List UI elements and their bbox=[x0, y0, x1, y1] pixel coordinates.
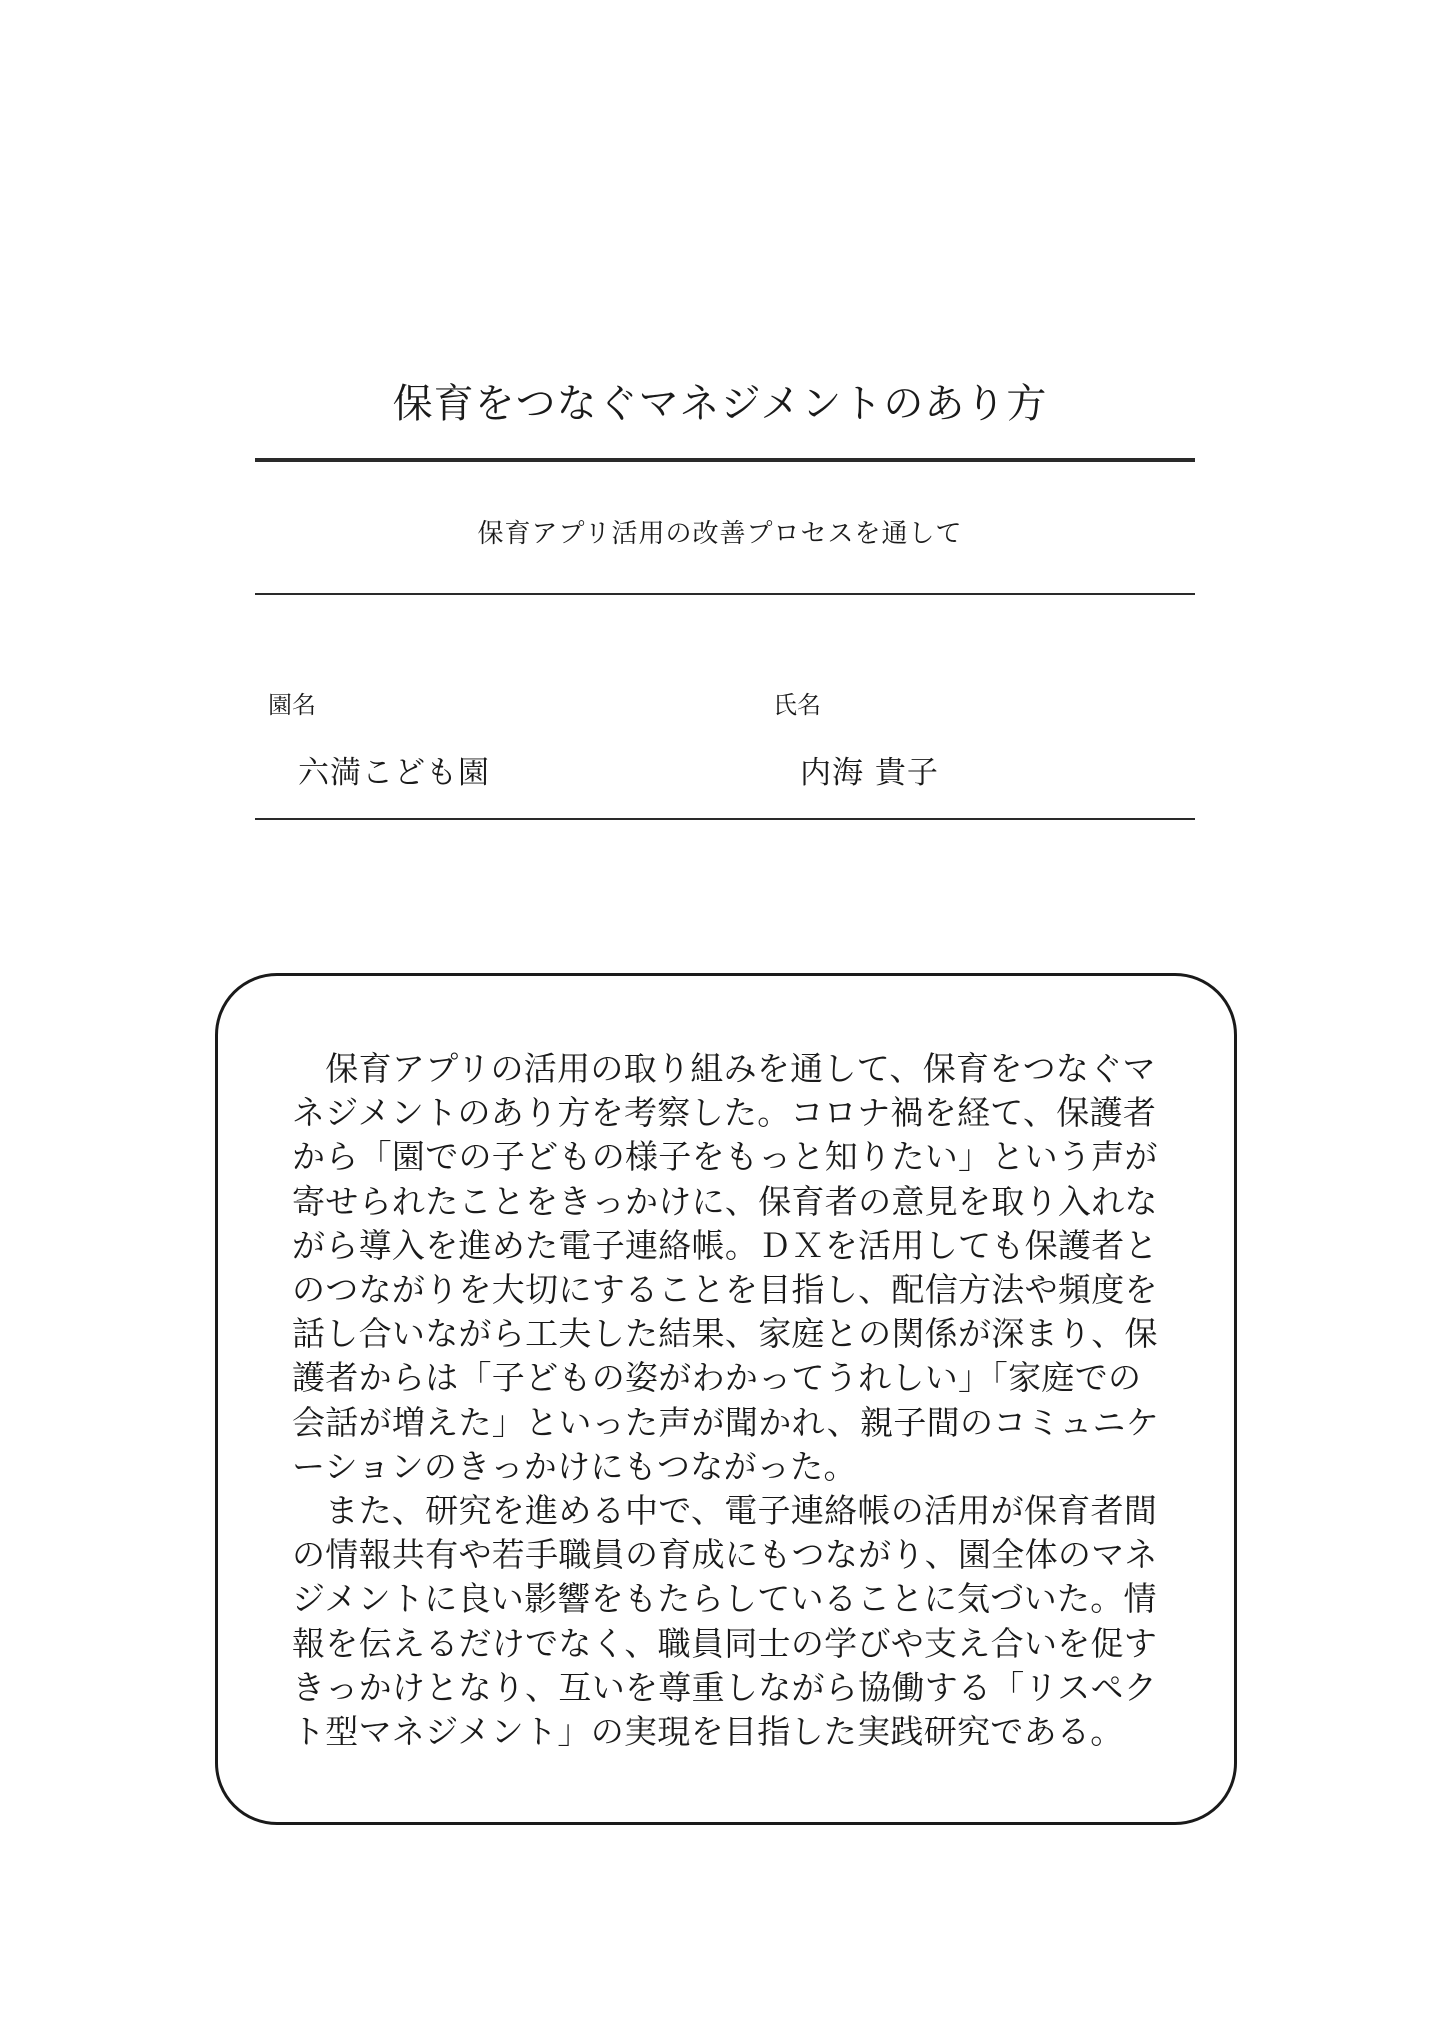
school-value: 六満こども園 bbox=[298, 755, 490, 791]
school-label: 園名 bbox=[268, 691, 316, 719]
abstract-text: 保育アプリの活用の取り組みを通して、保育をつなぐマ ネジメントのあり方を考察した。コロナ禍を経て、保護者 から「園での子どもの様子をもっと知りたい」という声が 寄せられたことをきっかけに、保育者の意見を取り入れな がら導入を進めた電子連絡帳。ＤＸを活用しても保護者と のつながりを大切にすることを目指し、配信方法や頻度を 話し合いながら工夫した結果、家庭との関係が深まり、保 護者からは「子どもの姿がわかってうれしい」「家庭での 会話が増えた」といった声が聞かれ、親子間のコミュニケ ーションのきっかけにもつながった。 また、研究を進める中で、電子連絡帳の活用が保育者間 の情報共有や若手職員の育成にもつながり、園全体のマネ ジメントに良い影響をもたらしていることに気づいた。情 報を伝えるだけでなく、職員同士の学びや支え合いを促す きっかけとなり、互いを尊重しながら協働する「リスペク ト型マネジメント」の実現を目指した実践研究である。 bbox=[292, 1049, 1160, 1752]
name-label: 氏名 bbox=[773, 691, 821, 719]
title-divider bbox=[255, 458, 1195, 462]
author-name: 内海 貴子 bbox=[800, 755, 939, 791]
info-divider bbox=[255, 818, 1195, 820]
document-title: 保育をつなぐマネジメントのあり方 bbox=[392, 381, 1048, 427]
subtitle-divider bbox=[255, 593, 1195, 595]
document-subtitle: 保育アプリ活用の改善プロセスを通して bbox=[477, 519, 963, 549]
